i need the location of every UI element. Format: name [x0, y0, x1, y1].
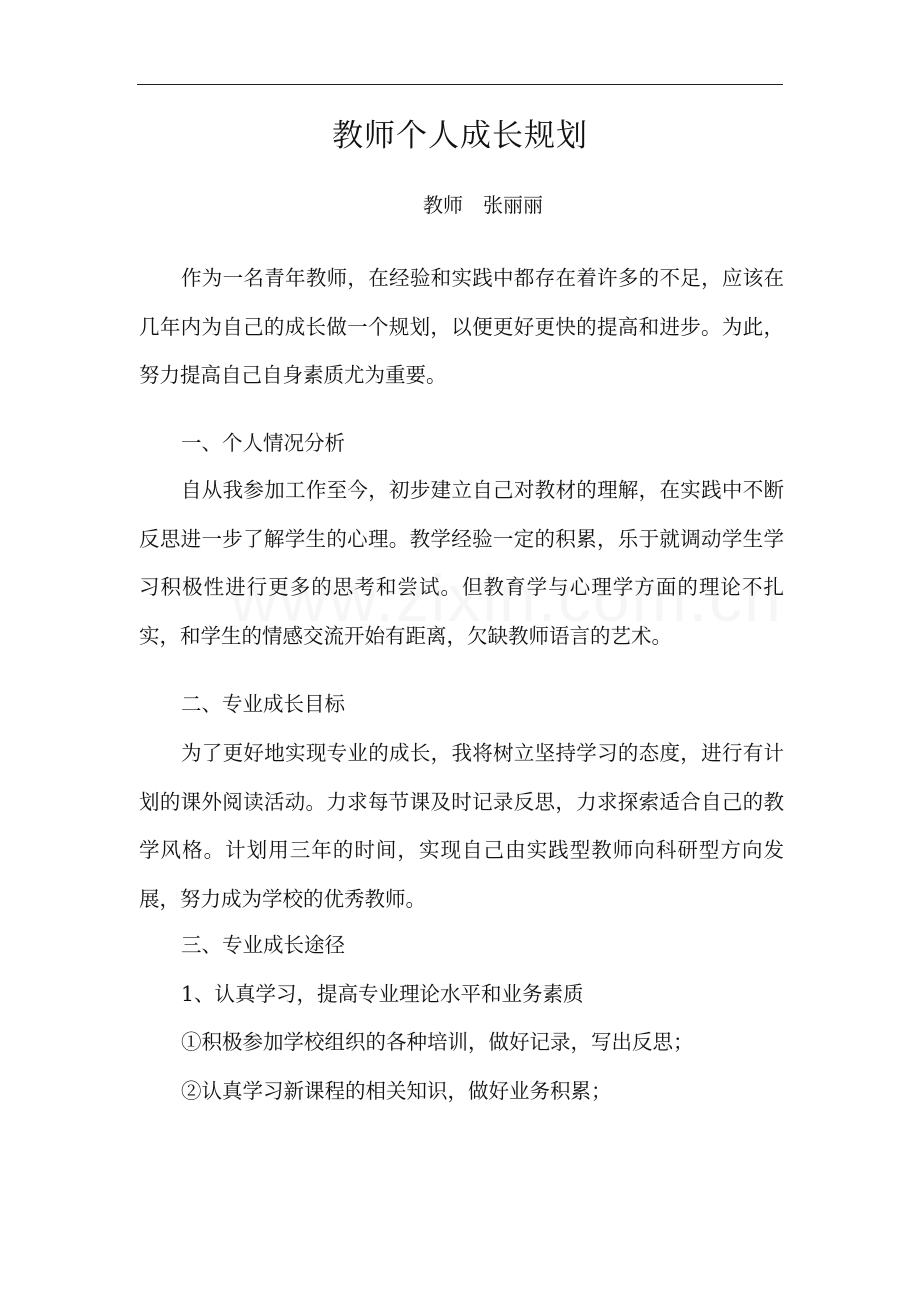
section2-heading: 二、专业成长目标 [181, 692, 345, 716]
section3-sub1: ①积极参加学校组织的各种培训，做好记录，写出反思； [181, 1030, 694, 1054]
author-name: 张丽丽 [483, 193, 543, 217]
section3-heading: 三、专业成长途径 [181, 933, 345, 957]
section2-body: 为了更好地实现专业的成长，我将树立坚持学习的态度，进行有计划的课外阅读活动。力求每节课及时记录反思，力求探索适合自己的教学风格。计划用三年的时间，实现自己由实践型教师向科研型方向发展，努力成为学校的优秀教师。 [139, 741, 784, 911]
document-title: 教师个人成长规划 [332, 118, 588, 154]
section1-body: 自从我参加工作至今，初步建立自己对教材的理解，在实践中不断反思进一步了解学生的心理。教学经验一定的积累，乐于就调动学生学习积极性进行更多的思考和尝试。但教育学与心理学方面的理论不扎实，和学生的情感交流开始有距离，欠缺教师语言的艺术。 [139, 478, 784, 648]
header-rule [137, 84, 783, 85]
intro-paragraph: 作为一名青年教师，在经验和实践中都存在着许多的不足，应该在几年内为自己的成长做一个规划，以便更好更快的提高和进步。为此，努力提高自己自身素质尤为重要。 [139, 266, 784, 387]
author-line [137, 190, 783, 220]
section3-item1: 1、认真学习，提高专业理论水平和业务素质 [181, 982, 584, 1006]
section3-sub2: ②认真学习新课程的相关知识，做好业务积累； [181, 1079, 612, 1103]
section1-heading: 一、个人情况分析 [181, 431, 345, 455]
author-role: 教师 [423, 193, 463, 217]
